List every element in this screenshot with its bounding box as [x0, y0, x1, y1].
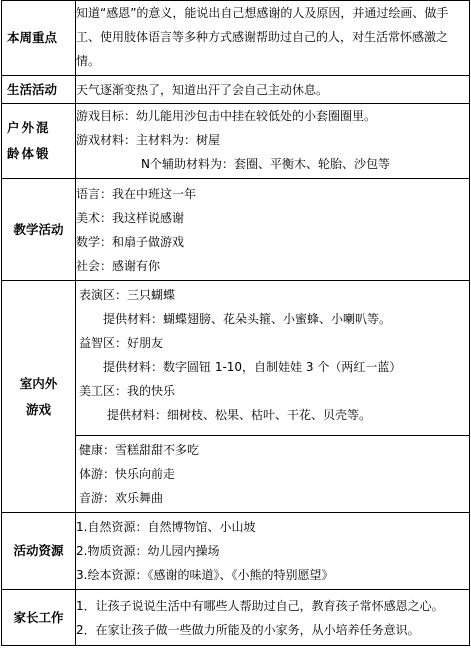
teaching-item: 数学：和扇子做游戏	[76, 234, 185, 249]
health-game: 健康：雪糕甜甜不多吃	[79, 443, 200, 457]
focus-label: 本周重点	[2, 1, 76, 76]
games-label: 室内外游戏	[2, 281, 76, 513]
weekly-plan-table	[1, 0, 470, 646]
teaching-label: 教学活动	[2, 179, 76, 281]
life-row	[2, 76, 470, 104]
outdoor-goal: 游戏目标：幼儿能用沙包击中挂在较低处的小套圈圈里。	[76, 109, 377, 123]
resource-item: 3.绘本资源：《感谢的味道》、《小熊的特别愿望》	[76, 568, 334, 582]
teaching-item: 语言：我在中班这一年	[76, 186, 197, 201]
art-materials: 提供材料：细树枝、松果、枯叶、干花、贝壳等。	[107, 408, 372, 422]
performance-materials: 提供材料：蝴蝶翅膀、花朵头箍、小蜜蜂、小喇叭等。	[103, 312, 392, 326]
life-label: 生活活动	[2, 76, 76, 104]
resources-label: 活动资源	[2, 513, 76, 590]
teaching-item: 美术：我这样说感谢	[76, 210, 185, 225]
outdoor-row	[2, 104, 470, 179]
sport-game: 体游：快乐向前走	[79, 467, 176, 481]
resource-item: 1.自然资源：自然博物馆、小山坡	[76, 520, 256, 534]
focus-text: 知道“感恩”的意义，能说出自己想感谢的人及原因，并通过绘画、做手工、使用肢体语言等多种方式感谢帮助过自己的人，对生活常怀感激之情。	[76, 6, 449, 68]
performance-zone: 表演区：三只蝴蝶	[79, 288, 176, 302]
resource-item: 2.物质资源：幼儿园内操场	[76, 544, 220, 558]
teaching-item: 社会：感谢有你	[76, 258, 161, 273]
resources-row	[2, 513, 470, 590]
parent-item: 1．让孩子说说生活中有哪些人帮助过自己，教育孩子常怀感恩之心。	[76, 598, 444, 613]
outdoor-aux-material: N个辅助材料为：套圈、平衡木、轮胎、沙包等	[141, 157, 390, 171]
puzzle-materials: 提供材料：数字圆钮 1-10，自制娃娃 3 个（两红一蓝）	[103, 360, 402, 374]
parents-row	[2, 590, 470, 646]
parent-item: 2．在家让孩子做一些做力所能及的小家务，从小培养任务意识。	[76, 622, 420, 637]
life-text: 天气逐渐变热了，知道出汗了会自己主动休息。	[76, 82, 329, 97]
music-game: 音游：欢乐舞曲	[79, 491, 164, 505]
parents-label: 家长工作	[2, 590, 76, 646]
outdoor-main-material: 游戏材料：主材料为：树屋	[76, 133, 221, 147]
games-row	[2, 281, 470, 513]
art-zone: 美工区：我的快乐	[79, 384, 176, 398]
outdoor-label: 户外混龄体锻	[2, 104, 76, 179]
teaching-row	[2, 179, 470, 281]
focus-row	[2, 1, 470, 76]
puzzle-zone: 益智区：好朋友	[79, 336, 164, 350]
